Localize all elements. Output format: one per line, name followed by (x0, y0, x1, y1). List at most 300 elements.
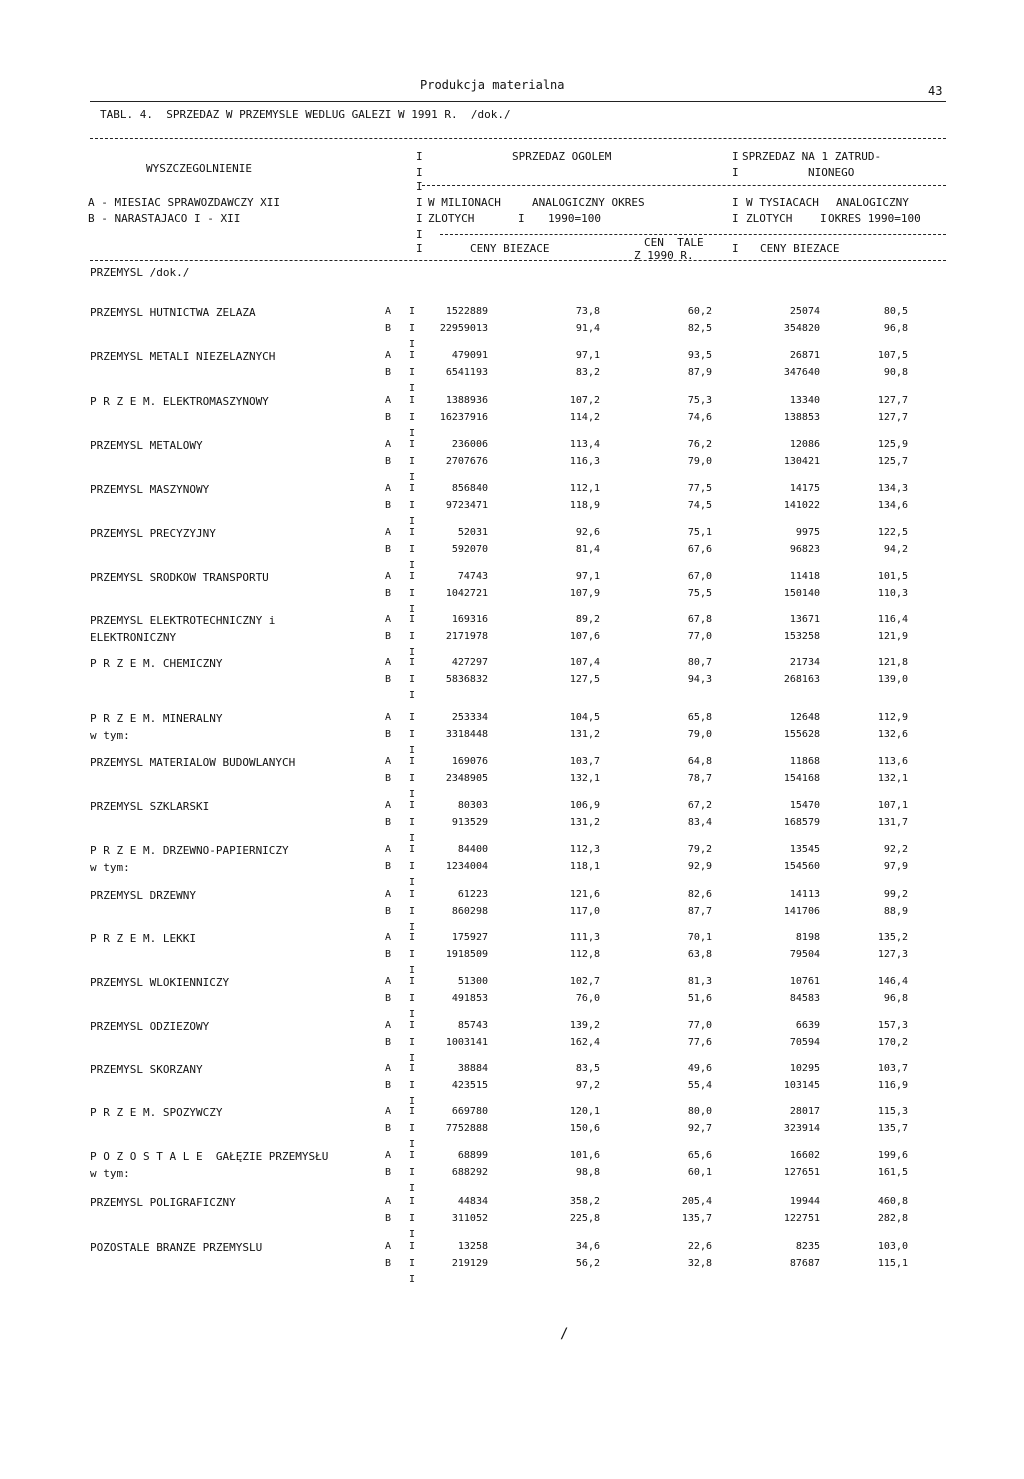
table-row (0, 439, 1024, 483)
cell-a-4: 11868 (789, 756, 820, 767)
cell-b-1: 688292 (451, 1167, 488, 1178)
cell-a-1: 74743 (457, 571, 488, 582)
cell-a-2: 92,6 (575, 527, 600, 538)
row-separator: I (408, 1167, 416, 1178)
row-separator: I (408, 861, 416, 872)
running-title: Produkcja materialna (420, 78, 565, 92)
table-title: TABL. 4. SPRZEDAZ W PRZEMYSLE WEDLUG GALEZI W 1991 R. /dok./ (100, 108, 511, 121)
cell-b-4: 154168 (783, 773, 820, 784)
cell-a-1: 13258 (457, 1241, 488, 1252)
table-row (0, 395, 1024, 439)
cell-b-2: 97,2 (575, 1080, 600, 1091)
cell-a-5: 92,2 (883, 844, 908, 855)
cell-a-5: 99,2 (883, 889, 908, 900)
table-row (0, 1241, 1024, 1285)
row-label: PRZEMYSL POLIGRAFICZNY (90, 1196, 236, 1209)
table-row (0, 350, 1024, 394)
cell-a-5: 460,8 (877, 1196, 908, 1207)
cell-a-5: 107,1 (877, 800, 908, 811)
cell-a-4: 11418 (789, 571, 820, 582)
row-label: PRZEMYSL SRODKOW TRANSPORTU (90, 571, 269, 584)
row-b-marker: B (384, 817, 392, 828)
row-separator: I (408, 965, 416, 976)
row-a-marker: A (384, 306, 392, 317)
group-per-employee-1: SPRZEDAZ NA 1 ZATRUD- (742, 150, 882, 163)
cell-a-2: 107,2 (569, 395, 600, 406)
row-separator: I (408, 1123, 416, 1134)
row-a-marker: A (384, 527, 392, 538)
row-a-marker: A (384, 1150, 392, 1161)
row-separator: I (408, 428, 416, 439)
cell-b-2: 112,8 (569, 949, 600, 960)
cell-a-2: 112,3 (569, 844, 600, 855)
cell-b-4: 79504 (789, 949, 820, 960)
cell-a-4: 9975 (795, 527, 820, 538)
cell-a-5: 103,7 (877, 1063, 908, 1074)
cell-b-3: 32,8 (687, 1258, 712, 1269)
row-b-marker: B (384, 588, 392, 599)
row-separator: I (408, 932, 416, 943)
cell-b-2: 225,8 (569, 1213, 600, 1224)
row-separator: I (408, 745, 416, 756)
cell-a-2: 89,2 (575, 614, 600, 625)
row-b-marker: B (384, 729, 392, 740)
cell-b-4: 122751 (783, 1213, 820, 1224)
row-label: P R Z E M. MINERALNY (90, 712, 223, 725)
row-label: PRZEMYSL WLOKIENNICZY (90, 976, 230, 989)
header-sep-8: I (416, 212, 423, 225)
cell-b-5: 132,6 (877, 729, 908, 740)
cell-b-2: 117,0 (569, 906, 600, 917)
cell-b-4: 153258 (783, 631, 820, 642)
cell-a-4: 14113 (789, 889, 820, 900)
row-separator: I (408, 922, 416, 933)
cell-b-1: 3318448 (445, 729, 488, 740)
header-sep-14: I (732, 242, 739, 255)
header-rule (90, 101, 946, 102)
row-separator: I (408, 456, 416, 467)
cell-b-4: 84583 (789, 993, 820, 1004)
cell-a-4: 10761 (789, 976, 820, 987)
row-label: PRZEMYSL DRZEWNY (90, 889, 196, 902)
row-separator: I (408, 604, 416, 615)
cell-a-3: 77,5 (687, 483, 712, 494)
row-separator: I (408, 483, 416, 494)
row-separator: I (408, 395, 416, 406)
cell-b-5: 121,9 (877, 631, 908, 642)
cell-b-1: 2348905 (445, 773, 488, 784)
cell-a-3: 67,0 (687, 571, 712, 582)
cell-a-4: 13671 (789, 614, 820, 625)
cell-a-1: 80303 (457, 800, 488, 811)
row-b-marker: B (384, 906, 392, 917)
cell-a-2: 120,1 (569, 1106, 600, 1117)
row-separator: I (408, 690, 416, 701)
col-analog-2: ANALOGICZNY (836, 196, 909, 209)
cell-b-3: 78,7 (687, 773, 712, 784)
cell-b-1: 592070 (451, 544, 488, 555)
cell-a-2: 83,5 (575, 1063, 600, 1074)
header-sep-5: I (416, 180, 423, 193)
row-separator: I (408, 1037, 416, 1048)
table-row (0, 1020, 1024, 1064)
cell-a-2: 97,1 (575, 350, 600, 361)
row-a-marker: A (384, 350, 392, 361)
row-a-marker: A (384, 571, 392, 582)
cell-b-5: 96,8 (883, 993, 908, 1004)
table-row (0, 756, 1024, 800)
header-sep-7: I (732, 196, 739, 209)
row-separator: I (408, 1196, 416, 1207)
table-row (0, 1150, 1024, 1194)
row-b-marker: B (384, 1123, 392, 1134)
table-row (0, 889, 1024, 933)
row-b-marker: B (384, 993, 392, 1004)
row-b-marker: B (384, 412, 392, 423)
row-separator: I (408, 949, 416, 960)
cell-a-1: 1522889 (445, 306, 488, 317)
cell-b-3: 79,0 (687, 729, 712, 740)
cell-b-3: 55,4 (687, 1080, 712, 1091)
cell-b-5: 127,3 (877, 949, 908, 960)
cell-b-4: 155628 (783, 729, 820, 740)
cell-a-2: 73,8 (575, 306, 600, 317)
row-separator: I (408, 527, 416, 538)
cell-b-4: 141706 (783, 906, 820, 917)
cell-a-5: 121,8 (877, 657, 908, 668)
cell-b-1: 1918509 (445, 949, 488, 960)
cell-b-4: 70594 (789, 1037, 820, 1048)
row-separator: I (408, 500, 416, 511)
cell-b-1: 6541193 (445, 367, 488, 378)
row-label: PRZEMYSL ODZIEZOWY (90, 1020, 210, 1033)
cell-a-3: 77,0 (687, 1020, 712, 1031)
cell-a-4: 15470 (789, 800, 820, 811)
row-separator: I (408, 544, 416, 555)
table-row (0, 800, 1024, 844)
table-row (0, 844, 1024, 888)
row-label: PRZEMYSL SZKLARSKI (90, 800, 210, 813)
row-b-marker: B (384, 949, 392, 960)
cell-a-2: 121,6 (569, 889, 600, 900)
cell-b-1: 1003141 (445, 1037, 488, 1048)
row-a-marker: A (384, 712, 392, 723)
table-row (0, 571, 1024, 615)
cell-b-4: 354820 (783, 323, 820, 334)
divider-prices (440, 234, 946, 235)
cell-b-1: 1234004 (445, 861, 488, 872)
cell-a-4: 28017 (789, 1106, 820, 1117)
header-sep-3: I (732, 150, 739, 163)
cell-b-2: 118,9 (569, 500, 600, 511)
cell-b-3: 92,7 (687, 1123, 712, 1134)
cell-b-3: 51,6 (687, 993, 712, 1004)
col-analog-1-base: 1990=100 (548, 212, 601, 225)
col-analog-1: ANALOGICZNY OKRES (532, 196, 645, 209)
row-separator: I (408, 889, 416, 900)
table-row (0, 614, 1024, 658)
cell-a-5: 125,9 (877, 439, 908, 450)
row-label: PRZEMYSL METALI NIEZELAZNYCH (90, 350, 276, 363)
table-row (0, 1106, 1024, 1150)
cell-a-1: 169076 (451, 756, 488, 767)
cell-b-3: 63,8 (687, 949, 712, 960)
cell-a-1: 51300 (457, 976, 488, 987)
cell-a-4: 21734 (789, 657, 820, 668)
cell-a-5: 122,5 (877, 527, 908, 538)
cell-b-2: 83,2 (575, 367, 600, 378)
table-row (0, 483, 1024, 527)
row-sublabel: ELEKTRONICZNY (90, 631, 177, 644)
cell-a-4: 8235 (795, 1241, 820, 1252)
cell-a-1: 52031 (457, 527, 488, 538)
header-sep-6: I (416, 196, 423, 209)
cell-b-5: 97,9 (883, 861, 908, 872)
cell-b-2: 118,1 (569, 861, 600, 872)
row-separator: I (408, 1080, 416, 1091)
cell-b-4: 127651 (783, 1167, 820, 1178)
cell-a-1: 61223 (457, 889, 488, 900)
header-sep-9: I (518, 212, 525, 225)
cell-b-5: 282,8 (877, 1213, 908, 1224)
cell-a-2: 102,7 (569, 976, 600, 987)
cell-b-4: 150140 (783, 588, 820, 599)
cell-b-1: 5836832 (445, 674, 488, 685)
cell-b-1: 7752888 (445, 1123, 488, 1134)
cell-b-1: 2171978 (445, 631, 488, 642)
row-sublabel: w tym: (90, 1167, 130, 1180)
cell-a-5: 103,0 (877, 1241, 908, 1252)
row-separator: I (408, 516, 416, 527)
row-separator: I (408, 674, 416, 685)
row-b-marker: B (384, 323, 392, 334)
cell-b-3: 77,0 (687, 631, 712, 642)
prices-constant: CEN TALE (644, 236, 704, 249)
row-separator: I (408, 1106, 416, 1117)
row-separator: I (408, 800, 416, 811)
row-separator: I (408, 383, 416, 394)
cell-a-3: 67,8 (687, 614, 712, 625)
row-separator: I (408, 773, 416, 784)
row-b-marker: B (384, 1167, 392, 1178)
cell-b-4: 323914 (783, 1123, 820, 1134)
row-label: PRZEMYSL METALOWY (90, 439, 203, 452)
cell-b-5: 110,3 (877, 588, 908, 599)
row-separator: I (408, 1183, 416, 1194)
section-label: PRZEMYSL /dok./ (90, 266, 190, 279)
cell-b-3: 92,9 (687, 861, 712, 872)
cell-b-5: 88,9 (883, 906, 908, 917)
row-separator: I (408, 647, 416, 658)
col-analog-2-base: OKRES 1990=100 (828, 212, 921, 225)
cell-b-5: 139,0 (877, 674, 908, 685)
row-separator: I (408, 756, 416, 767)
cell-a-3: 81,3 (687, 976, 712, 987)
cell-b-1: 9723471 (445, 500, 488, 511)
cell-a-5: 112,9 (877, 712, 908, 723)
cell-a-3: 65,6 (687, 1150, 712, 1161)
header-sep-1: I (416, 150, 423, 163)
cell-b-2: 131,2 (569, 817, 600, 828)
cell-a-2: 358,2 (569, 1196, 600, 1207)
row-label: PRZEMYSL HUTNICTWA ZELAZA (90, 306, 256, 319)
cell-b-2: 81,4 (575, 544, 600, 555)
row-separator: I (408, 712, 416, 723)
cell-b-2: 107,6 (569, 631, 600, 642)
row-separator: I (408, 367, 416, 378)
cell-a-3: 65,8 (687, 712, 712, 723)
row-separator: I (408, 614, 416, 625)
cell-a-5: 101,5 (877, 571, 908, 582)
row-separator: I (408, 833, 416, 844)
row-separator: I (408, 729, 416, 740)
cell-b-3: 74,6 (687, 412, 712, 423)
cell-b-3: 135,7 (681, 1213, 712, 1224)
table-row (0, 932, 1024, 976)
cell-a-1: 85743 (457, 1020, 488, 1031)
cell-b-1: 22959013 (439, 323, 488, 334)
row-separator: I (408, 844, 416, 855)
row-b-marker: B (384, 674, 392, 685)
table-row (0, 976, 1024, 1020)
cell-b-3: 94,3 (687, 674, 712, 685)
cell-a-5: 134,3 (877, 483, 908, 494)
cell-a-1: 84400 (457, 844, 488, 855)
row-separator: I (408, 631, 416, 642)
row-a-marker: A (384, 932, 392, 943)
row-label: PRZEMYSL ELEKTROTECHNICZNY i (90, 614, 276, 627)
cell-b-4: 130421 (783, 456, 820, 467)
cell-b-2: 56,2 (575, 1258, 600, 1269)
cell-a-4: 12648 (789, 712, 820, 723)
cell-a-3: 70,1 (687, 932, 712, 943)
row-a-marker: A (384, 1196, 392, 1207)
row-a-marker: A (384, 1106, 392, 1117)
header-sep-11: I (820, 212, 827, 225)
cell-a-3: 80,0 (687, 1106, 712, 1117)
cell-b-3: 79,0 (687, 456, 712, 467)
row-b-marker: B (384, 773, 392, 784)
row-label: P R Z E M. LEKKI (90, 932, 196, 945)
row-b-marker: B (384, 1213, 392, 1224)
cell-b-1: 860298 (451, 906, 488, 917)
cell-a-2: 112,1 (569, 483, 600, 494)
cell-b-2: 132,1 (569, 773, 600, 784)
divider-header-bottom (90, 260, 946, 261)
page-number: 43 (928, 84, 943, 98)
cell-b-3: 82,5 (687, 323, 712, 334)
cell-a-1: 175927 (451, 932, 488, 943)
cell-a-3: 75,3 (687, 395, 712, 406)
row-separator: I (408, 1009, 416, 1020)
cell-a-1: 669780 (451, 1106, 488, 1117)
cell-b-4: 347640 (783, 367, 820, 378)
cell-b-3: 74,5 (687, 500, 712, 511)
row-label: P O Z O S T A L E GAŁĘZIE PRZEMYSŁU (90, 1150, 329, 1163)
cell-a-3: 76,2 (687, 439, 712, 450)
group-total-sales: SPRZEDAZ OGOLEM (512, 150, 612, 163)
row-a-marker: A (384, 657, 392, 668)
row-separator: I (408, 412, 416, 423)
cell-a-1: 253334 (451, 712, 488, 723)
cell-b-5: 131,7 (877, 817, 908, 828)
cell-a-3: 64,8 (687, 756, 712, 767)
row-separator: I (408, 906, 416, 917)
row-b-marker: B (384, 631, 392, 642)
cell-a-2: 107,4 (569, 657, 600, 668)
row-label: P R Z E M. SPOZYWCZY (90, 1106, 223, 1119)
header-sep-13: I (416, 242, 423, 255)
header-sep-10: I (732, 212, 739, 225)
row-a-marker: A (384, 889, 392, 900)
row-separator: I (408, 1241, 416, 1252)
cell-a-5: 135,2 (877, 932, 908, 943)
cell-b-2: 150,6 (569, 1123, 600, 1134)
cell-b-2: 76,0 (575, 993, 600, 1004)
row-separator: I (408, 1139, 416, 1150)
cell-b-1: 219129 (451, 1258, 488, 1269)
cell-a-2: 113,4 (569, 439, 600, 450)
row-separator: I (408, 657, 416, 668)
cell-a-4: 12086 (789, 439, 820, 450)
row-a-marker: A (384, 614, 392, 625)
col-millions: W MILIONACH (428, 196, 501, 209)
row-separator: I (408, 1213, 416, 1224)
cell-b-5: 116,9 (877, 1080, 908, 1091)
row-label: PRZEMYSL SKORZANY (90, 1063, 203, 1076)
prices-constant-year: Z 1990 R. (634, 249, 694, 262)
cell-b-2: 116,3 (569, 456, 600, 467)
cell-b-5: 134,6 (877, 500, 908, 511)
footer-mark: / (560, 1326, 569, 1342)
row-separator: I (408, 1229, 416, 1240)
cell-b-4: 96823 (789, 544, 820, 555)
row-separator: I (408, 323, 416, 334)
cell-a-2: 111,3 (569, 932, 600, 943)
row-separator: I (408, 1020, 416, 1031)
row-b-marker: B (384, 861, 392, 872)
col-millions-unit: ZLOTYCH (428, 212, 475, 225)
cell-b-3: 60,1 (687, 1167, 712, 1178)
row-separator: I (408, 571, 416, 582)
prices-current-1: CENY BIEZACE (470, 242, 550, 255)
cell-a-3: 82,6 (687, 889, 712, 900)
stub-title: WYSZCZEGOLNIENIE (146, 162, 252, 175)
cell-b-2: 127,5 (569, 674, 600, 685)
cell-a-2: 106,9 (569, 800, 600, 811)
cell-a-3: 80,7 (687, 657, 712, 668)
legend-b: B - NARASTAJACO I - XII (88, 212, 241, 225)
row-sublabel: w tym: (90, 729, 130, 742)
cell-a-4: 19944 (789, 1196, 820, 1207)
cell-a-4: 14175 (789, 483, 820, 494)
prices-current-2: CENY BIEZACE (760, 242, 840, 255)
row-label: P R Z E M. ELEKTROMASZYNOWY (90, 395, 269, 408)
cell-a-2: 97,1 (575, 571, 600, 582)
row-separator: I (408, 560, 416, 571)
table-row (0, 712, 1024, 756)
divider-group (422, 185, 946, 186)
cell-a-1: 1388936 (445, 395, 488, 406)
row-a-marker: A (384, 483, 392, 494)
row-a-marker: A (384, 1020, 392, 1031)
row-a-marker: A (384, 1063, 392, 1074)
cell-b-1: 1042721 (445, 588, 488, 599)
row-separator: I (408, 789, 416, 800)
table-row (0, 306, 1024, 350)
cell-b-5: 125,7 (877, 456, 908, 467)
cell-a-2: 103,7 (569, 756, 600, 767)
